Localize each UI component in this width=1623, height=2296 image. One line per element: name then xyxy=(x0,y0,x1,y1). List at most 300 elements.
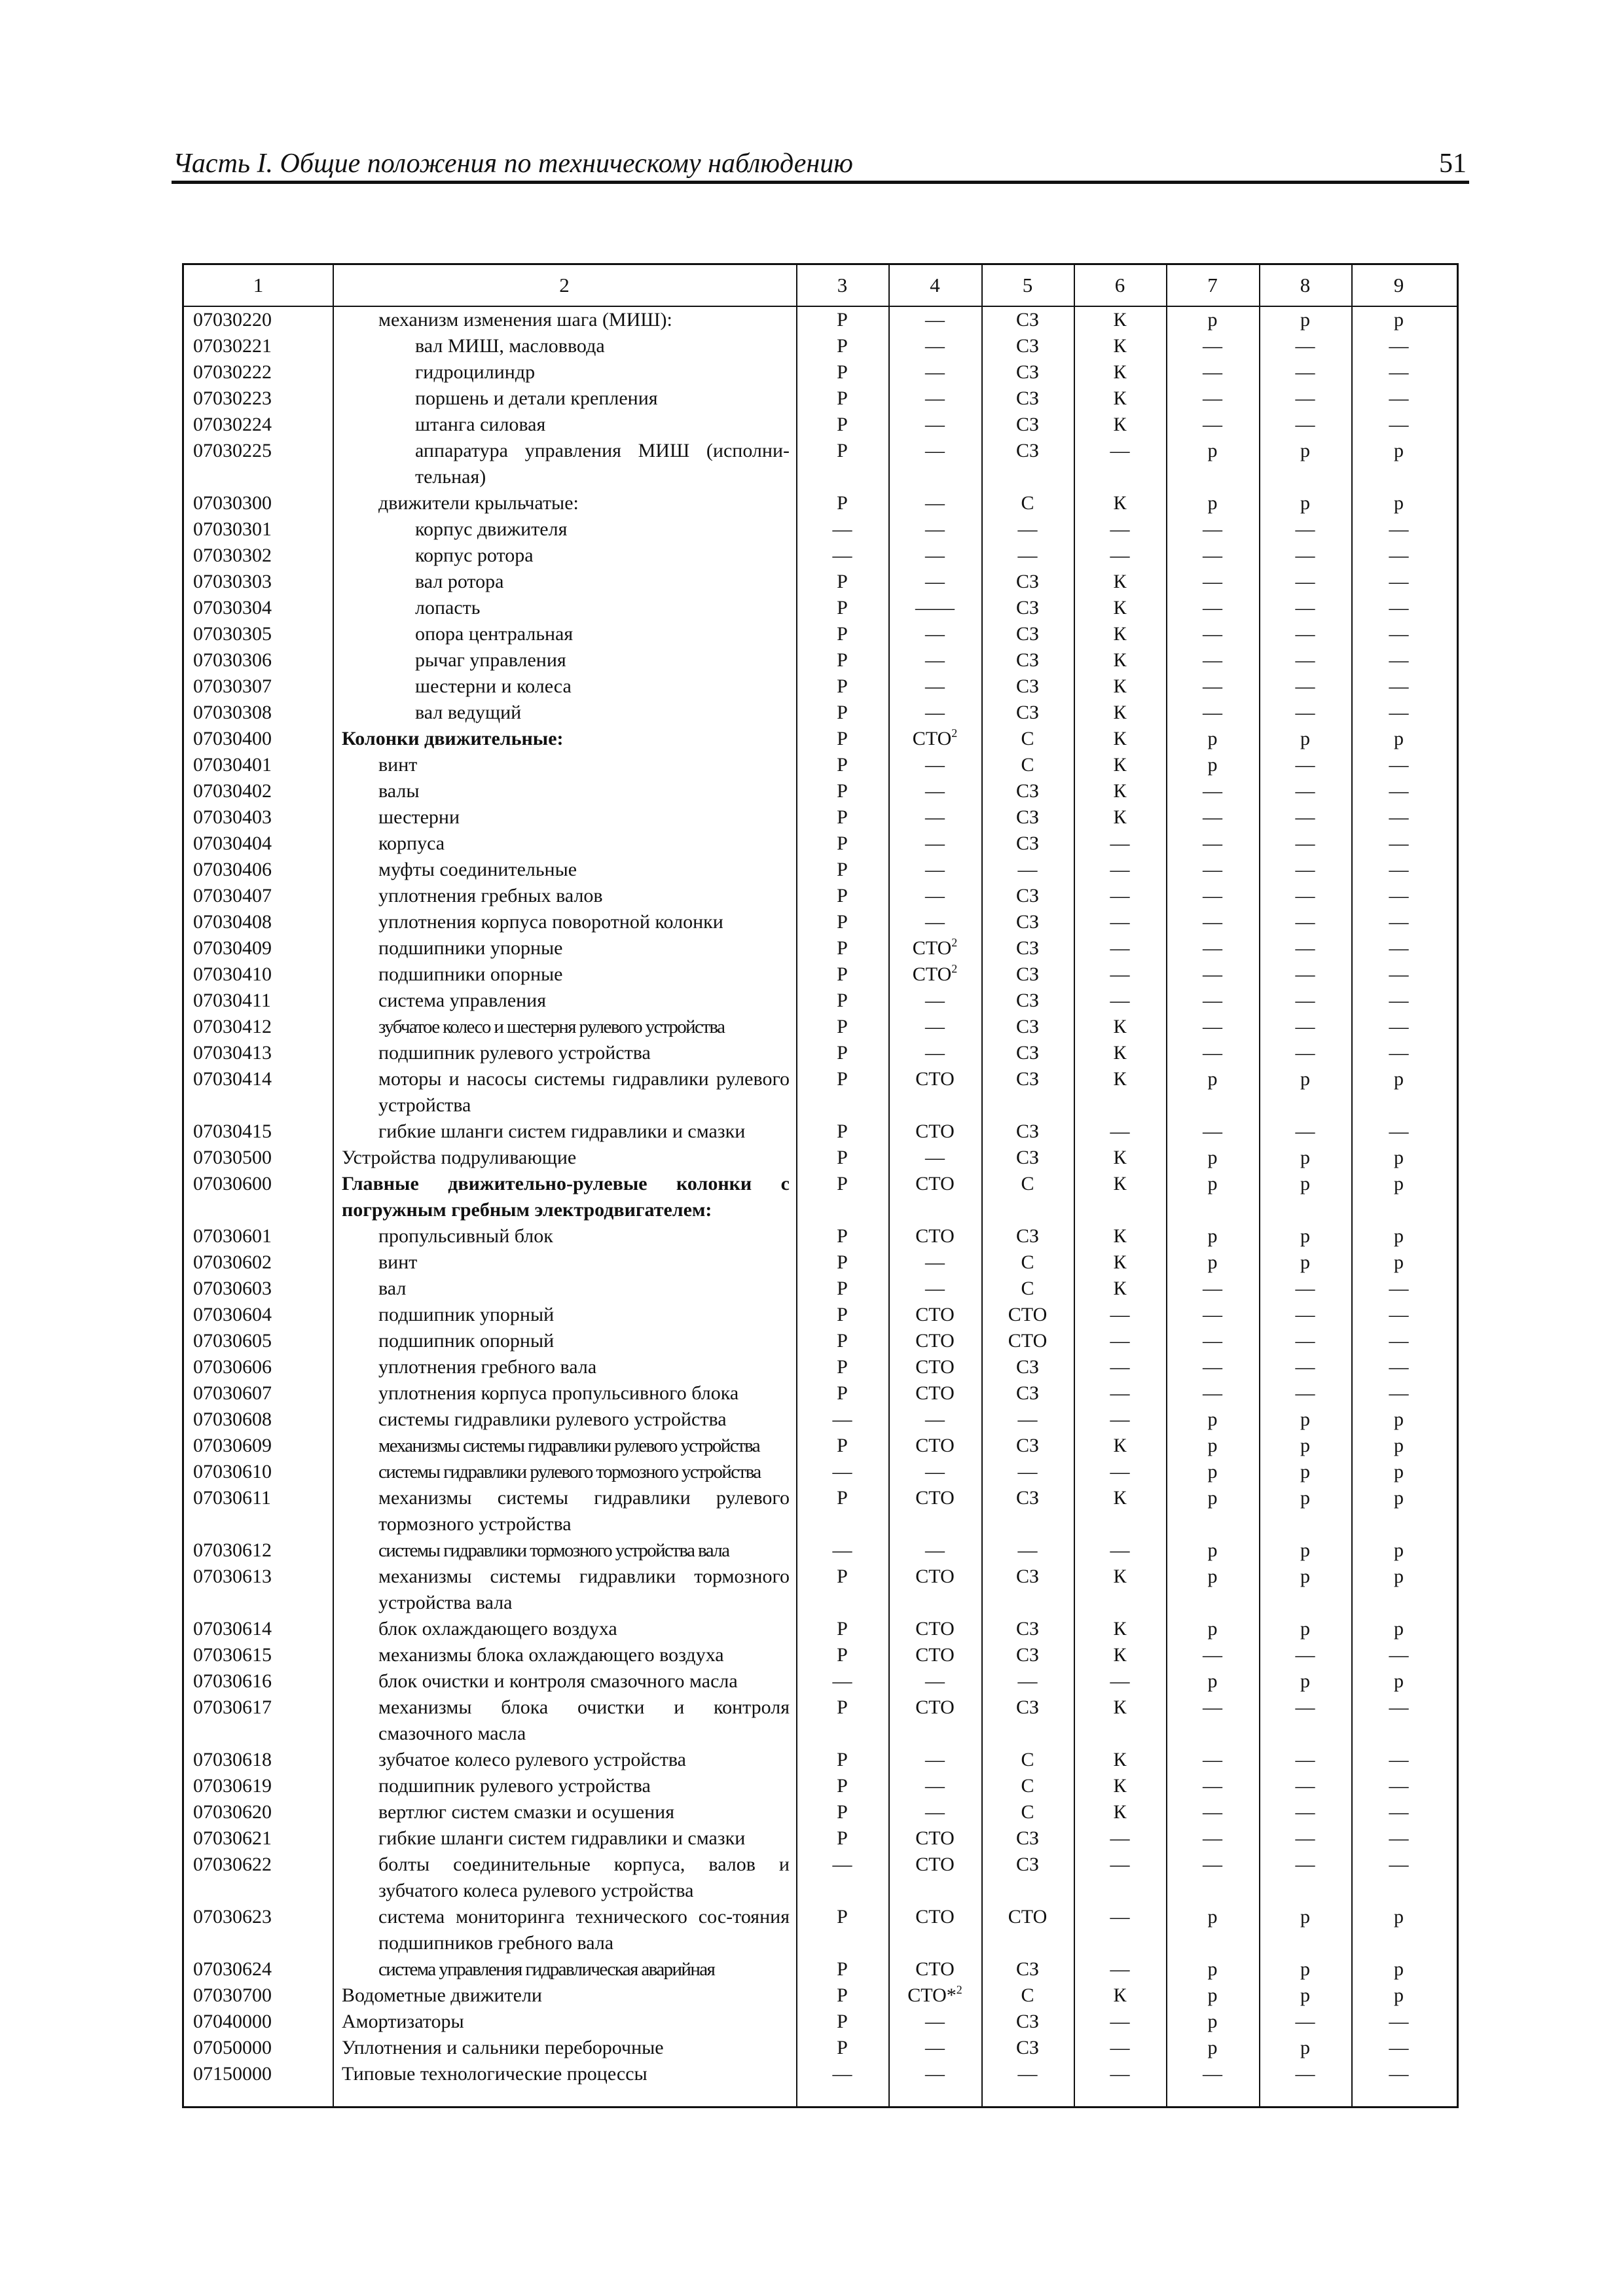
item-name: уплотнения корпуса пропульсивного блока xyxy=(378,1382,739,1404)
value-cell-col9 xyxy=(1351,1956,1446,1982)
cell-value: р xyxy=(1207,1251,1218,1273)
item-code: 07030221 xyxy=(193,335,272,357)
value-cell-col4 xyxy=(888,883,981,909)
value-cell-col6 xyxy=(1074,1171,1166,1223)
value-cell-col6 xyxy=(1074,831,1166,857)
cell-value: Р xyxy=(837,1487,848,1509)
value-cell-col5 xyxy=(981,857,1074,883)
value-cell-col9 xyxy=(1351,1485,1446,1537)
cell-value: Р xyxy=(837,1356,848,1378)
value-cell-col5 xyxy=(981,935,1074,961)
item-code: 07030402 xyxy=(193,780,272,802)
table-row xyxy=(184,726,1457,752)
value-cell-col4 xyxy=(888,1668,981,1695)
value-cell-col8 xyxy=(1259,1982,1351,2009)
item-name-cell xyxy=(333,1171,796,1223)
item-code: 07030607 xyxy=(193,1382,272,1404)
item-name: подшипник опорный xyxy=(378,1330,555,1352)
value-cell-col8 xyxy=(1259,961,1351,988)
cell-value: — xyxy=(1295,361,1315,383)
cell-value: — xyxy=(1203,963,1222,985)
cell-value: СТО xyxy=(1008,1304,1048,1325)
cell-value: — xyxy=(1295,1749,1315,1770)
value-cell-col4 xyxy=(888,1695,981,1747)
cell-value: — xyxy=(1295,518,1315,540)
value-cell-col5 xyxy=(981,1668,1074,1695)
value-cell-col9 xyxy=(1351,804,1446,831)
value-cell-col7 xyxy=(1166,1354,1259,1380)
cell-value: — xyxy=(1389,387,1409,409)
table-row xyxy=(184,2009,1457,2035)
value-cell-col4 xyxy=(888,490,981,516)
value-cell-col4 xyxy=(888,1171,981,1223)
item-name: системы гидравлики тормозного устройства вала xyxy=(378,1540,729,1561)
cell-value: — xyxy=(1203,990,1222,1011)
cell-value: — xyxy=(1389,545,1409,566)
value-cell-col9 xyxy=(1351,412,1446,438)
table-row xyxy=(184,412,1457,438)
cell-value: — xyxy=(1389,2063,1409,2085)
cell-value: К xyxy=(1113,571,1127,592)
item-code: 07030606 xyxy=(193,1356,272,1378)
cell-value: — xyxy=(925,1408,945,1430)
item-code: 07150000 xyxy=(193,2063,272,2085)
value-cell-col6 xyxy=(1074,1328,1166,1354)
cell-value: — xyxy=(1389,597,1409,619)
value-cell-col6 xyxy=(1074,778,1166,804)
value-cell-col3 xyxy=(796,1040,888,1066)
value-cell-col7 xyxy=(1166,1982,1259,2009)
value-cell-col4 xyxy=(888,1564,981,1616)
cell-value: р xyxy=(1394,1539,1404,1561)
value-cell-col3 xyxy=(796,804,888,831)
value-cell-col7 xyxy=(1166,1616,1259,1642)
item-name: Амортизаторы xyxy=(342,2011,464,2032)
value-cell-col8 xyxy=(1259,673,1351,700)
item-code: 07030610 xyxy=(193,1461,272,1482)
cell-value: — xyxy=(1295,937,1315,959)
cell-value: — xyxy=(1203,335,1222,357)
item-name: аппаратура управления МИШ (исполни-тельная) xyxy=(415,440,790,488)
item-code: 07030600 xyxy=(193,1173,272,1194)
table-row xyxy=(184,490,1457,516)
value-cell-col4 xyxy=(888,307,981,333)
value-cell-col9 xyxy=(1351,516,1446,543)
value-cell-col6 xyxy=(1074,752,1166,778)
value-cell-col6 xyxy=(1074,595,1166,621)
table-row xyxy=(184,595,1457,621)
value-cell-col3 xyxy=(796,700,888,726)
cell-value: Р xyxy=(837,1147,848,1168)
value-cell-col3 xyxy=(796,857,888,883)
item-name: шестерни и колеса xyxy=(415,675,572,697)
item-name: подшипник рулевого устройства xyxy=(378,1775,651,1797)
value-cell-col8 xyxy=(1259,543,1351,569)
cell-value: СЗ xyxy=(1015,1958,1040,1980)
cell-value: Р xyxy=(837,1278,848,1299)
cell-value: р xyxy=(1300,440,1310,461)
value-cell-col8 xyxy=(1259,516,1351,543)
value-cell-col8 xyxy=(1259,752,1351,778)
value-cell-col8 xyxy=(1259,1276,1351,1302)
value-cell-col8 xyxy=(1259,490,1351,516)
cell-value: — xyxy=(1389,1121,1409,1142)
cell-value: — xyxy=(925,1539,945,1561)
cell-value: р xyxy=(1207,1225,1218,1247)
value-cell-col6 xyxy=(1074,1302,1166,1328)
cell-value: Р xyxy=(837,1749,848,1770)
value-cell-col4 xyxy=(888,569,981,595)
footnote-ref: 2 xyxy=(956,1983,962,1996)
item-name-cell xyxy=(333,647,796,673)
table-row xyxy=(184,857,1457,883)
cell-value: Р xyxy=(837,1696,848,1718)
value-cell-col4 xyxy=(888,1956,981,1982)
value-cell-col3 xyxy=(796,1904,888,1956)
value-cell-col6 xyxy=(1074,621,1166,647)
item-name-cell xyxy=(333,1773,796,1799)
cell-value: — xyxy=(1389,335,1409,357)
value-cell-col6 xyxy=(1074,647,1166,673)
cell-value: — xyxy=(925,649,945,671)
value-cell-col9 xyxy=(1351,543,1446,569)
item-code: 07030621 xyxy=(193,1827,272,1849)
table-row xyxy=(184,1564,1457,1616)
cell-value: — xyxy=(1389,780,1409,802)
value-cell-col9 xyxy=(1351,1433,1446,1459)
value-cell-col6 xyxy=(1074,1982,1166,2009)
cell-value: — xyxy=(1203,1854,1222,1875)
item-name: муфты соединительные xyxy=(378,859,577,880)
cell-value: — xyxy=(1203,414,1222,435)
value-cell-col3 xyxy=(796,909,888,935)
value-cell-col8 xyxy=(1259,1249,1351,1276)
cell-value: Р xyxy=(837,1304,848,1325)
value-cell-col3 xyxy=(796,516,888,543)
value-cell-col9 xyxy=(1351,1616,1446,1642)
cell-value: — xyxy=(1295,1854,1315,1875)
cell-value: — xyxy=(1389,414,1409,435)
cell-value: — xyxy=(1203,597,1222,619)
cell-value: СЗ xyxy=(1015,414,1040,435)
value-cell-col4 xyxy=(888,804,981,831)
cell-value: р xyxy=(1394,1408,1404,1430)
cell-value: — xyxy=(925,414,945,435)
value-cell-col3 xyxy=(796,647,888,673)
cell-value: СЗ xyxy=(1015,440,1040,461)
table-header-row xyxy=(184,265,1457,307)
item-name-cell xyxy=(333,412,796,438)
cell-value: СЗ xyxy=(1015,597,1040,619)
cell-value: — xyxy=(1295,2011,1315,2032)
cell-value: — xyxy=(1203,387,1222,409)
item-code: 07030220 xyxy=(193,309,272,331)
value-cell-col4 xyxy=(888,1485,981,1537)
cell-value: СТО xyxy=(915,1566,955,1587)
item-name: уплотнения гребного вала xyxy=(378,1356,597,1378)
item-name: система управления xyxy=(378,990,547,1011)
value-cell-col6 xyxy=(1074,1223,1166,1249)
item-code: 07030412 xyxy=(193,1016,272,1037)
cell-value: СЗ xyxy=(1015,1147,1040,1168)
table-row xyxy=(184,1328,1457,1354)
value-cell-col9 xyxy=(1351,1354,1446,1380)
item-name: механизмы системы гидравлики рулевого устройства xyxy=(378,1435,760,1456)
item-name-cell xyxy=(333,961,796,988)
item-name: штанга силовая xyxy=(415,414,546,435)
table-row xyxy=(184,1695,1457,1747)
table-row xyxy=(184,569,1457,595)
value-cell-col8 xyxy=(1259,726,1351,752)
value-cell-col7 xyxy=(1166,1119,1259,1145)
value-cell-col5 xyxy=(981,1302,1074,1328)
item-code: 07030403 xyxy=(193,806,272,828)
cell-value: — xyxy=(1389,1775,1409,1797)
cell-value: — xyxy=(1295,1827,1315,1849)
value-cell-col7 xyxy=(1166,2009,1259,2035)
cell-value: СЗ xyxy=(1015,937,1040,959)
cell-value: СТО* xyxy=(907,1984,957,2006)
cell-value: р xyxy=(1207,1435,1218,1456)
value-cell-col6 xyxy=(1074,1249,1166,1276)
cell-value: СТО xyxy=(915,1696,955,1718)
cell-value: СЗ xyxy=(1015,2011,1040,2032)
value-cell-col3 xyxy=(796,595,888,621)
cell-value: СТО xyxy=(915,1121,955,1142)
value-cell-col4 xyxy=(888,1328,981,1354)
cell-value: — xyxy=(1389,1854,1409,1875)
cell-value: — xyxy=(1389,911,1409,933)
cell-value: р xyxy=(1207,1984,1218,2006)
value-cell-col9 xyxy=(1351,1982,1446,2009)
value-cell-col3 xyxy=(796,359,888,386)
item-name: движители крыльчатые: xyxy=(378,492,579,514)
cell-value: С xyxy=(1021,1749,1034,1770)
value-cell-col8 xyxy=(1259,1040,1351,1066)
table-row xyxy=(184,516,1457,543)
cell-value: СЗ xyxy=(1015,675,1040,697)
cell-value: Р xyxy=(837,1330,848,1352)
cell-value: СТО xyxy=(915,1906,955,1928)
item-code: 07030623 xyxy=(193,1906,272,1928)
cell-value: — xyxy=(925,1147,945,1168)
cell-value: р xyxy=(1394,1173,1404,1194)
value-cell-col6 xyxy=(1074,883,1166,909)
cell-value: — xyxy=(1295,806,1315,828)
cell-value: СТО xyxy=(1008,1330,1048,1352)
value-cell-col3 xyxy=(796,726,888,752)
item-code: 07030624 xyxy=(193,1958,272,1980)
value-cell-col3 xyxy=(796,1302,888,1328)
item-name: вертлюг систем смазки и осушения xyxy=(378,1801,674,1823)
value-cell-col6 xyxy=(1074,1354,1166,1380)
cell-value: СТО xyxy=(915,1958,955,1980)
cell-value: р xyxy=(1394,1670,1404,1692)
cell-value: С xyxy=(1021,1173,1034,1194)
value-cell-col6 xyxy=(1074,1485,1166,1537)
value-cell-col7 xyxy=(1166,1642,1259,1668)
value-cell-col6 xyxy=(1074,1642,1166,1668)
value-cell-col4 xyxy=(888,1040,981,1066)
value-cell-col4 xyxy=(888,726,981,752)
cell-value: К xyxy=(1113,335,1127,357)
value-cell-col3 xyxy=(796,1537,888,1564)
cell-value: Р xyxy=(837,361,848,383)
cell-value: — xyxy=(1110,1382,1130,1404)
item-name: гидроцилиндр xyxy=(415,361,536,383)
value-cell-col5 xyxy=(981,1773,1074,1799)
cell-value: — xyxy=(925,702,945,723)
value-cell-col3 xyxy=(796,1825,888,1852)
cell-value: — xyxy=(925,309,945,331)
value-cell-col3 xyxy=(796,1852,888,1904)
value-cell-col9 xyxy=(1351,1249,1446,1276)
value-cell-col5 xyxy=(981,1825,1074,1852)
cell-value: К xyxy=(1113,492,1127,514)
value-cell-col9 xyxy=(1351,1171,1446,1223)
cell-value: — xyxy=(832,2063,852,2085)
value-cell-col7 xyxy=(1166,1145,1259,1171)
value-cell-col8 xyxy=(1259,1852,1351,1904)
cell-value: р xyxy=(1394,1958,1404,1980)
item-name-cell xyxy=(333,1249,796,1276)
value-cell-col3 xyxy=(796,1433,888,1459)
value-cell-col7 xyxy=(1166,1014,1259,1040)
cell-value: СТО xyxy=(915,1435,955,1456)
item-code: 07030225 xyxy=(193,440,272,461)
item-name-cell xyxy=(333,1407,796,1433)
cell-value: — xyxy=(1110,1330,1130,1352)
value-cell-col7 xyxy=(1166,516,1259,543)
cell-value: — xyxy=(1389,963,1409,985)
table-row xyxy=(184,1773,1457,1799)
item-name-cell xyxy=(333,569,796,595)
value-cell-col3 xyxy=(796,1956,888,1982)
cell-value: р xyxy=(1394,1225,1404,1247)
value-cell-col8 xyxy=(1259,988,1351,1014)
cell-value: р xyxy=(1207,754,1218,776)
table-row xyxy=(184,935,1457,961)
value-cell-col4 xyxy=(888,909,981,935)
value-cell-col7 xyxy=(1166,935,1259,961)
value-cell-col6 xyxy=(1074,1119,1166,1145)
cell-value: — xyxy=(1295,780,1315,802)
cell-value: Р xyxy=(837,963,848,985)
table-row xyxy=(184,1616,1457,1642)
value-cell-col4 xyxy=(888,386,981,412)
cell-value: — xyxy=(1203,911,1222,933)
item-name: механизмы блока очистки и контроля смазочного масла xyxy=(378,1696,790,1744)
table-row xyxy=(184,1407,1457,1433)
value-cell-col7 xyxy=(1166,988,1259,1014)
cell-value: С xyxy=(1021,1984,1034,2006)
cell-value: — xyxy=(1203,1042,1222,1064)
table-row xyxy=(184,647,1457,673)
cell-value: — xyxy=(925,2063,945,2085)
cell-value: — xyxy=(1110,1539,1130,1561)
item-name: вал ведущий xyxy=(415,702,522,723)
value-cell-col7 xyxy=(1166,1380,1259,1407)
cell-value: — xyxy=(925,387,945,409)
item-code: 07040000 xyxy=(193,2011,272,2032)
cell-value: — xyxy=(1295,597,1315,619)
cell-value: — xyxy=(1389,675,1409,697)
table-row xyxy=(184,1642,1457,1668)
cell-value: Р xyxy=(837,1225,848,1247)
cell-value: СЗ xyxy=(1015,1382,1040,1404)
classification-table xyxy=(182,263,1459,2108)
footnote-ref: 2 xyxy=(951,962,958,975)
value-cell-col5 xyxy=(981,1066,1074,1119)
cell-value: — xyxy=(1203,1330,1222,1352)
cell-value: К xyxy=(1113,754,1127,776)
value-cell-col9 xyxy=(1351,935,1446,961)
value-cell-col7 xyxy=(1166,752,1259,778)
item-name-cell xyxy=(333,2035,796,2061)
value-cell-col4 xyxy=(888,621,981,647)
value-cell-col6 xyxy=(1074,1799,1166,1825)
cell-value: СТО xyxy=(915,1356,955,1378)
value-cell-col3 xyxy=(796,412,888,438)
item-name-cell xyxy=(333,1956,796,1982)
value-cell-col5 xyxy=(981,386,1074,412)
value-cell-col3 xyxy=(796,621,888,647)
value-cell-col9 xyxy=(1351,1564,1446,1616)
item-name-cell xyxy=(333,1537,796,1564)
value-cell-col4 xyxy=(888,1433,981,1459)
item-name: зубчатое колесо и шестерня рулевого устройства xyxy=(378,1016,725,1037)
cell-value: р xyxy=(1394,492,1404,514)
item-name: механизмы системы гидравлики рулевого тормозного устройства xyxy=(378,1487,790,1535)
cell-value: — xyxy=(1017,1461,1038,1482)
cell-value: Р xyxy=(837,623,848,645)
value-cell-col8 xyxy=(1259,1537,1351,1564)
value-cell-col5 xyxy=(981,2061,1074,2087)
value-cell-col8 xyxy=(1259,412,1351,438)
cell-value: — xyxy=(832,1539,852,1561)
cell-value: — xyxy=(1295,911,1315,933)
value-cell-col9 xyxy=(1351,1014,1446,1040)
cell-value: — xyxy=(1203,937,1222,959)
cell-value: СЗ xyxy=(1015,1827,1040,1849)
value-cell-col5 xyxy=(981,543,1074,569)
value-cell-col6 xyxy=(1074,700,1166,726)
table-row xyxy=(184,438,1457,490)
cell-value: Р xyxy=(837,1958,848,1980)
cell-value: К xyxy=(1113,309,1127,331)
cell-value: — xyxy=(1295,702,1315,723)
cell-value: р xyxy=(1394,1487,1404,1509)
cell-value: С xyxy=(1021,1775,1034,1797)
value-cell-col7 xyxy=(1166,1249,1259,1276)
value-cell-col4 xyxy=(888,778,981,804)
cell-value: СЗ xyxy=(1015,833,1040,854)
value-cell-col9 xyxy=(1351,438,1446,490)
cell-value: СЗ xyxy=(1015,2037,1040,2058)
cell-value: — xyxy=(925,1775,945,1797)
value-cell-col4 xyxy=(888,359,981,386)
value-cell-col3 xyxy=(796,333,888,359)
cell-value: — xyxy=(1203,675,1222,697)
value-cell-col6 xyxy=(1074,333,1166,359)
item-name: системы гидравлики рулевого тормозного устройства xyxy=(378,1462,761,1482)
item-code: 07030618 xyxy=(193,1749,272,1770)
cell-value: — xyxy=(1110,885,1130,906)
value-cell-col6 xyxy=(1074,935,1166,961)
item-name-cell xyxy=(333,2061,796,2087)
cell-value: К xyxy=(1113,1278,1127,1299)
cell-value: — xyxy=(1389,1644,1409,1666)
